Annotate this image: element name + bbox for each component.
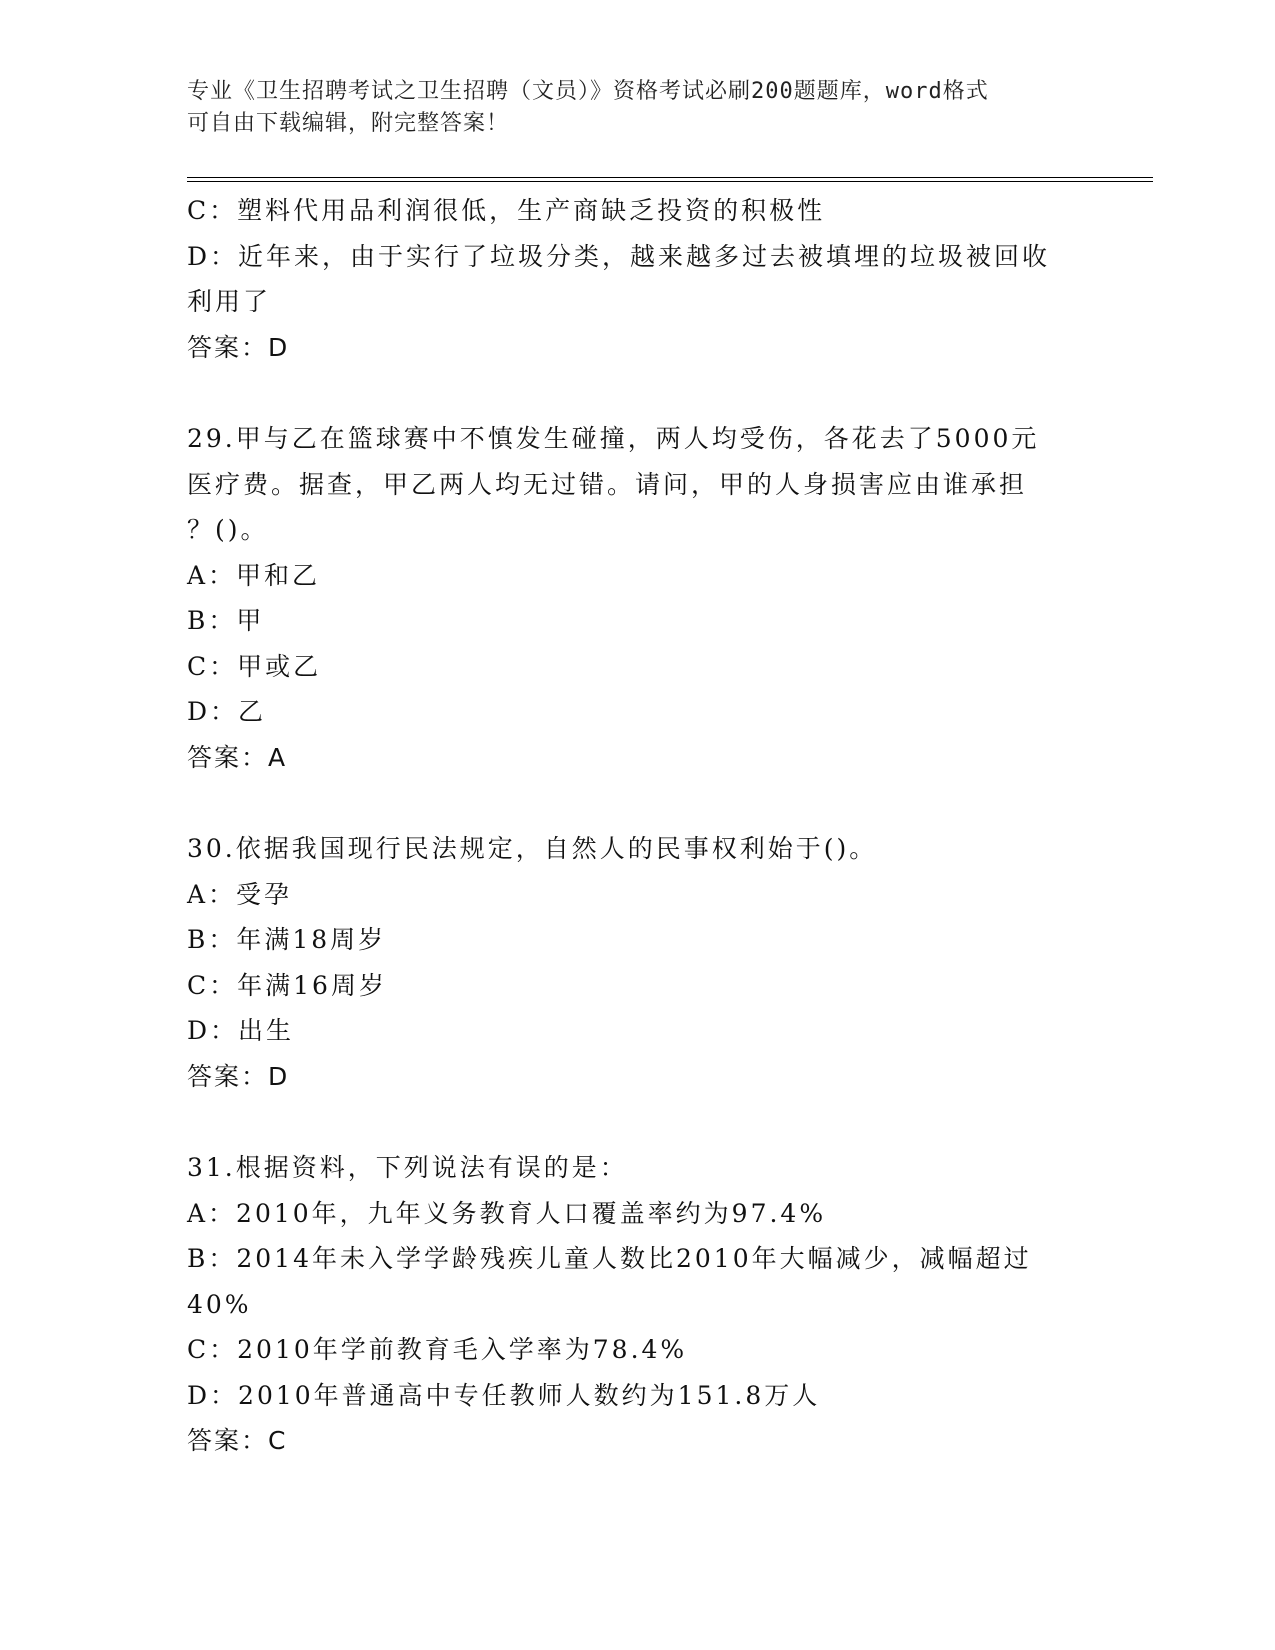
option-b: B：年满18周岁	[187, 925, 387, 954]
option-d: D：出生	[187, 1016, 295, 1045]
option-c: C：年满16周岁	[187, 970, 387, 1000]
header-line-2: 可自由下载编辑，附完整答案！	[187, 111, 510, 136]
option-b: B：2014年未入学学龄残疾儿童人数比2010年大幅减少，减幅超过	[187, 1244, 1032, 1273]
answer-line: 答案：D	[187, 1061, 290, 1091]
header-rule-bottom	[187, 181, 1153, 182]
option-a: A：受孕	[187, 879, 293, 909]
option-d: D：乙	[187, 697, 267, 726]
header-line-1: 专业《卫生招聘考试之卫生招聘（文员）》资格考试必刷200题题库，word格式	[187, 79, 989, 104]
question-text: 29.甲与乙在篮球赛中不慎发生碰撞，两人均受伤，各花去了5000元	[187, 424, 1040, 453]
option-b-continued: 40%	[187, 1289, 252, 1319]
option-d: D：2010年普通高中专任教师人数约为151.8万人	[187, 1380, 821, 1410]
question-text: 30.依据我国现行民法规定，自然人的民事权利始于()。	[187, 834, 878, 863]
question-text-continued: 医疗费。据查，甲乙两人均无过错。请问，甲的人身损害应由谁承担	[187, 469, 1028, 499]
option-c: C：塑料代用品利润很低，生产商缺乏投资的积极性	[187, 196, 826, 225]
option-d-continued: 利用了	[187, 287, 272, 316]
option-a: A：2010年，九年义务教育人口覆盖率约为97.4%	[187, 1198, 827, 1228]
option-b: B：甲	[187, 606, 265, 635]
option-a: A：甲和乙	[187, 560, 321, 590]
answer-line: 答案：A	[187, 742, 288, 772]
block-spacer	[187, 780, 1087, 826]
answer-line: 答案：D	[187, 332, 290, 362]
option-d: D：近年来，由于实行了垃圾分类，越来越多过去被填埋的垃圾被回收	[187, 241, 1051, 271]
question-text: 31.根据资料，下列说法有误的是：	[187, 1153, 628, 1182]
document-body	[187, 188, 1087, 1464]
option-c: C：甲或乙	[187, 651, 322, 681]
option-c: C：2010年学前教育毛入学率为78.4%	[187, 1335, 688, 1364]
block-spacer	[187, 1099, 1087, 1145]
question-text-continued: ？()。	[187, 515, 269, 544]
document-header	[187, 76, 1067, 140]
block-spacer	[187, 370, 1087, 416]
answer-line: 答案：C	[187, 1426, 288, 1455]
header-rule-top	[187, 177, 1153, 178]
